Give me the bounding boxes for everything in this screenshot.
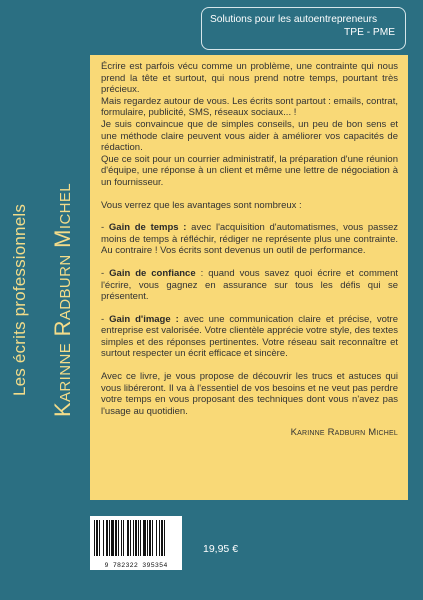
benefit-item xyxy=(101,314,398,360)
target-audience-badge xyxy=(201,7,406,50)
barcode-bar xyxy=(94,520,95,556)
spine-title: Les écrits professionnels xyxy=(10,203,29,397)
paragraph-1: Écrire est parfois vécu comme un problème, une contrainte qui nous prend la tête et surtout, qui nous prend notre temps, pourtant très précieux. xyxy=(101,61,398,96)
barcode-bar xyxy=(106,520,108,556)
badge-line-2: TPE - PME xyxy=(344,27,395,38)
barcode-bar xyxy=(123,520,124,556)
benefit-prefix: - xyxy=(101,222,109,234)
barcode-bar xyxy=(156,520,157,556)
author-signature: Karinne Radburn Michel xyxy=(290,427,398,439)
badge-line-1: Solutions pour les autoentrepreneurs xyxy=(210,14,378,25)
book-spine xyxy=(0,0,86,600)
barcode-bar xyxy=(152,520,153,556)
barcode-bar xyxy=(118,520,119,556)
barcode-bar xyxy=(127,520,129,556)
spine-author: Karinne Radburn Michel xyxy=(50,182,75,418)
benefits-intro: Vous verrez que les avantages sont nombreux : xyxy=(101,199,302,211)
barcode-bar xyxy=(147,520,148,556)
closing-paragraph: Avec ce livre, je vous propose de découvrir les trucs et astuces qui vous libéreront. Il va à l'essentiel de vos besoins et ne veut pas perdre votre temps en vous proposant des techniques dont vous n'avez pas l'usage au quotidien. xyxy=(101,371,398,417)
barcode-bar xyxy=(159,520,160,556)
benefit-prefix: - xyxy=(101,267,110,279)
benefit-label: Gain de temps : xyxy=(108,222,187,234)
barcode-bar xyxy=(115,520,117,556)
benefit-item xyxy=(101,268,398,303)
barcode-bar xyxy=(99,520,100,556)
benefit-text: avec l'acquisition d'automatismes, vous passez moins de temps à réfléchir, rédiger ne représente plus une contrainte. Au contraire ! Vos écrits sont devenus un outil de performance. xyxy=(101,222,398,257)
paragraph-3: Je suis convaincue que de simples conseils, un peu de bon sens et une méthode claire peuvent vous aider à améliorer vos capacités de rédaction. xyxy=(101,118,398,154)
barcode-bar xyxy=(111,520,114,556)
spine-text-block xyxy=(10,183,76,417)
barcode-bar xyxy=(133,520,134,556)
paragraph-2: Mais regardez autour de vous. Les écrits sont partout : emails, contrat, formulaire, publicité, SMS, réseaux sociaux... ! xyxy=(101,95,398,119)
barcode-bar xyxy=(96,520,98,556)
benefit-label: Gain de confiance xyxy=(109,267,196,279)
barcode-bar xyxy=(121,520,122,556)
barcode-bar xyxy=(140,520,141,556)
benefit-item xyxy=(101,222,398,257)
barcode-bar xyxy=(130,520,131,556)
benefit-label: Gain d'image : xyxy=(109,313,179,325)
barcode-bar xyxy=(103,520,104,556)
barcode-digits: 9 782322 395354 xyxy=(104,562,168,569)
barcode-bar xyxy=(149,520,151,556)
barcode-bar xyxy=(143,520,146,556)
benefit-text: : quand vous savez quoi écrire et comment l'écrire, vous gagnez en assurance sur tous les défis qui se présentent. xyxy=(101,267,398,303)
isbn-barcode xyxy=(90,516,182,570)
back-cover-text xyxy=(101,61,398,439)
barcode-bar xyxy=(164,520,165,556)
benefit-text: avec une communication claire et précise, votre entreprise est valorisée. Votre clientèle apprécie votre style, des textes simples et des réponses pertinentes. Votre réseau sait reconnaître et surtout respecter un écrit efficace et sincère. xyxy=(101,313,398,360)
barcode-bars xyxy=(90,516,182,560)
barcode-bar xyxy=(109,520,110,556)
price-label: 19,95 € xyxy=(203,543,239,555)
barcode-bar xyxy=(161,520,163,556)
benefit-prefix: - xyxy=(101,313,110,325)
barcode-bar xyxy=(135,520,137,556)
paragraph-4: Que ce soit pour un courrier administratif, la préparation d'une réunion d'équipe, une réponse à un client et même une lettre de négociation à un fournisseur. xyxy=(101,153,398,188)
barcode-bar xyxy=(138,520,139,556)
